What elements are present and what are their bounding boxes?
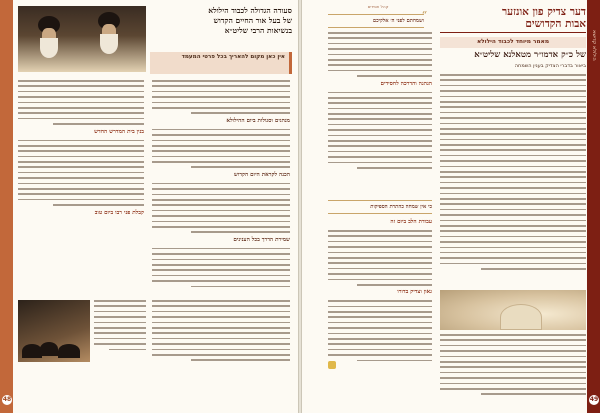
text-line-placeholder [328, 235, 432, 237]
photo-figure-beard [100, 34, 118, 54]
text-line-placeholder [440, 263, 586, 265]
text-line-placeholder [152, 150, 290, 152]
text-line-placeholder [94, 305, 146, 307]
text-line-placeholder [328, 300, 432, 302]
text-line-placeholder [152, 215, 290, 217]
text-line-placeholder [18, 140, 144, 142]
text-line-placeholder [94, 300, 146, 302]
text-line-placeholder [440, 345, 586, 347]
text-line-placeholder [18, 150, 144, 152]
text-line-placeholder [440, 241, 586, 243]
text-line-placeholder [328, 338, 432, 340]
left-page-column-left [18, 80, 144, 221]
text-line-placeholder [328, 311, 432, 313]
text-line-placeholder [440, 133, 586, 135]
text-line-placeholder [18, 199, 144, 201]
text-line-placeholder [18, 172, 144, 174]
section-heading: בנין בית המדרש החדש [94, 128, 144, 135]
text-line-placeholder [18, 188, 144, 190]
text-line-placeholder [152, 221, 290, 223]
photo-figure-beard [40, 38, 58, 58]
text-block [18, 80, 144, 125]
photo-crowd-figure [58, 344, 80, 358]
title-line: בנשיאות הרבי שליט״א [224, 26, 292, 35]
text-line-placeholder [18, 96, 144, 98]
text-line-placeholder [18, 161, 144, 163]
photo-crowd-figure [22, 344, 42, 358]
text-line-placeholder [152, 96, 290, 98]
text-line-placeholder [440, 106, 586, 108]
text-line-placeholder [328, 333, 432, 335]
text-line-placeholder [152, 316, 290, 318]
text-line-placeholder [18, 91, 144, 93]
text-line-placeholder [191, 166, 290, 168]
text-line-placeholder [440, 79, 586, 81]
text-line-placeholder [152, 354, 290, 356]
text-line-placeholder [328, 279, 432, 281]
text-line-placeholder [440, 372, 586, 374]
text-line-placeholder [328, 145, 432, 147]
text-block [152, 183, 290, 233]
text-line-placeholder [191, 359, 290, 361]
text-line-placeholder [18, 107, 144, 109]
text-line-placeholder [152, 275, 290, 277]
left-page-photo-caption-column [94, 300, 146, 354]
text-line-placeholder [18, 177, 144, 179]
text-line-placeholder [328, 162, 432, 164]
text-line-placeholder [18, 85, 144, 87]
text-line-placeholder [440, 230, 586, 232]
text-line-placeholder [53, 123, 144, 125]
text-line-placeholder [18, 193, 144, 195]
text-line-placeholder [328, 140, 432, 142]
text-line-placeholder [440, 383, 586, 385]
text-line-placeholder [152, 183, 290, 185]
crowd-photo [18, 300, 90, 362]
text-line-placeholder [152, 107, 290, 109]
text-line-placeholder [440, 149, 586, 151]
section-heading: מנהגים וסגולות ביום ההילולא [226, 117, 290, 124]
text-line-placeholder [328, 354, 432, 356]
text-line-placeholder [440, 339, 586, 341]
text-line-placeholder [328, 156, 432, 158]
right-page-column-inner [328, 32, 432, 172]
text-line-placeholder [152, 226, 290, 228]
left-page-edge-stripe [0, 0, 13, 413]
text-line-placeholder [440, 203, 586, 205]
title-line: סעודה הגדולה לכבוד הילולא [208, 6, 292, 15]
text-line-placeholder [152, 327, 290, 329]
side-section-label: הילולא קדישא [591, 30, 597, 61]
text-line-placeholder [328, 257, 432, 259]
text-line-placeholder [152, 269, 290, 271]
text-line-placeholder [152, 349, 290, 351]
text-line-placeholder [440, 350, 586, 352]
text-line-placeholder [328, 230, 432, 232]
text-line-placeholder [94, 311, 146, 313]
text-line-placeholder [440, 225, 586, 227]
text-line-placeholder [440, 166, 586, 168]
text-block [18, 140, 144, 206]
text-line-placeholder [440, 171, 586, 173]
text-line-placeholder [152, 248, 290, 250]
section-heading: קבלת פני רבו ביום טוב [94, 209, 144, 216]
left-page-folio: 48 [2, 396, 12, 403]
text-line-placeholder [152, 91, 290, 93]
text-line-placeholder [53, 204, 144, 206]
text-line-placeholder [328, 273, 432, 275]
text-line-placeholder [357, 75, 432, 77]
section-heading: עבודת הלב ביום זה [390, 219, 432, 225]
text-line-placeholder [328, 70, 432, 72]
text-line-placeholder [328, 246, 432, 248]
section-heading: גאון וצדיק בדורו [397, 289, 432, 296]
text-line-placeholder [152, 156, 290, 158]
text-line-placeholder [440, 96, 586, 98]
text-line-placeholder [440, 187, 586, 189]
right-page-column-inner-lower [328, 216, 432, 365]
text-line-placeholder [328, 241, 432, 243]
left-page-bottom-text [152, 300, 290, 365]
text-line-placeholder [440, 257, 586, 259]
text-line-placeholder [328, 306, 432, 308]
text-line-placeholder [440, 220, 586, 222]
text-line-placeholder [328, 349, 432, 351]
text-line-placeholder [440, 198, 586, 200]
text-line-placeholder [440, 123, 586, 125]
text-line-placeholder [328, 327, 432, 329]
text-line-placeholder [440, 101, 586, 103]
right-page-column-outer [440, 74, 586, 273]
text-line-placeholder [328, 268, 432, 270]
text-line-placeholder [440, 377, 586, 379]
text-line-placeholder [152, 102, 290, 104]
text-line-placeholder [152, 129, 290, 131]
text-line-placeholder [328, 316, 432, 318]
article-headline: של כ״ק אדמו״ר מטאלנא שליט״א [474, 50, 586, 60]
photo-crowd-figure [40, 342, 58, 356]
text-line-placeholder [440, 388, 586, 390]
text-line-placeholder [440, 144, 586, 146]
text-line-placeholder [18, 112, 144, 114]
text-line-placeholder [440, 236, 586, 238]
text-line-placeholder [94, 322, 146, 324]
text-line-placeholder [440, 128, 586, 130]
section-heading: הנהגה והדרכה לחסידים [380, 80, 432, 87]
text-line-placeholder [481, 268, 586, 270]
text-line-placeholder [152, 80, 290, 82]
section-heading: הכנה לקראת היום הקדוש [233, 171, 290, 178]
text-line-placeholder [18, 166, 144, 168]
text-line-placeholder [357, 360, 432, 362]
text-line-placeholder [152, 145, 290, 147]
text-line-placeholder [152, 305, 290, 307]
title-rule [440, 32, 586, 33]
text-line-placeholder [328, 262, 432, 264]
title-line: אבות הקדושים [525, 18, 586, 30]
text-line-placeholder [94, 343, 146, 345]
text-line-placeholder [94, 316, 146, 318]
article-kicker-band: מאמר מיוחד לכבוד הילולא [440, 37, 586, 48]
text-line-placeholder [328, 64, 432, 66]
rebbe-portrait-photo [440, 290, 586, 330]
text-line-placeholder [152, 188, 290, 190]
text-line-placeholder [152, 264, 290, 266]
text-line-placeholder [152, 253, 290, 255]
text-line-placeholder [18, 102, 144, 104]
text-line-placeholder [328, 135, 432, 137]
text-line-placeholder [328, 108, 432, 110]
text-line-placeholder [152, 199, 290, 201]
text-line-placeholder [328, 343, 432, 345]
text-line-placeholder [440, 85, 586, 87]
text-line-placeholder [18, 80, 144, 82]
text-line-placeholder [152, 140, 290, 142]
text-line-placeholder [328, 113, 432, 115]
text-line-placeholder [328, 252, 432, 254]
left-page-title [152, 6, 292, 86]
title-line: של בעל אור החיים הקדוש [213, 16, 292, 25]
running-head: קהל חסידים [367, 4, 389, 9]
text-line-placeholder [357, 284, 432, 286]
text-line-placeholder [357, 167, 432, 169]
right-page-title [440, 6, 586, 30]
text-line-placeholder [152, 161, 290, 163]
text-line-placeholder [191, 112, 290, 114]
text-line-placeholder [191, 286, 290, 288]
text-line-placeholder [440, 160, 586, 162]
text-line-placeholder [440, 252, 586, 254]
text-line-placeholder [440, 193, 586, 195]
text-line-placeholder [152, 311, 290, 313]
text-block [152, 80, 290, 114]
text-block [152, 248, 290, 287]
text-line-placeholder [152, 343, 290, 345]
left-page-subtitle: אין כאן מקום להאריך בכל פרטי המעמד [150, 52, 292, 74]
text-line-placeholder [440, 176, 586, 178]
text-line-placeholder [152, 332, 290, 334]
right-page-edge-stripe [587, 0, 600, 413]
rabbis-photo [18, 6, 146, 72]
text-line-placeholder [152, 338, 290, 340]
text-line-placeholder [440, 356, 586, 358]
text-line-placeholder [18, 118, 144, 120]
pull-quote-top: ושמחתם לפני ה׳ אלקיכם [328, 14, 424, 28]
text-line-placeholder [328, 32, 432, 34]
text-line-placeholder [440, 334, 586, 336]
article-deck: ביאור בדברי הצדיק בענין השמחה [514, 63, 586, 69]
text-line-placeholder [94, 332, 146, 334]
pull-quote-middle: כי אין שמחה כהתרת הספיקות [328, 200, 432, 214]
text-line-placeholder [152, 194, 290, 196]
text-line-placeholder [328, 322, 432, 324]
text-line-placeholder [481, 393, 586, 395]
text-line-placeholder [440, 247, 586, 249]
text-block [152, 129, 290, 168]
right-page-column-outer-bottom [440, 334, 586, 399]
text-line-placeholder [440, 117, 586, 119]
text-line-placeholder [328, 129, 432, 131]
text-line-placeholder [440, 112, 586, 114]
text-line-placeholder [18, 183, 144, 185]
text-line-placeholder [328, 43, 432, 45]
quote-mark-icon: “ [422, 11, 428, 21]
text-line-placeholder [328, 118, 432, 120]
text-line-placeholder [94, 338, 146, 340]
text-line-placeholder [328, 92, 432, 94]
text-line-placeholder [152, 259, 290, 261]
text-line-placeholder [440, 361, 586, 363]
section-heading: שמירת הדרך בכל הענינים [233, 236, 290, 243]
text-line-placeholder [191, 231, 290, 233]
text-line-placeholder [109, 349, 146, 351]
left-page-column-right [152, 80, 290, 291]
text-line-placeholder [152, 280, 290, 282]
text-line-placeholder [328, 97, 432, 99]
text-line-placeholder [440, 90, 586, 92]
text-line-placeholder [440, 214, 586, 216]
right-page-folio: 49 [589, 396, 599, 403]
text-line-placeholder [440, 182, 586, 184]
text-line-placeholder [18, 156, 144, 158]
text-line-placeholder [18, 145, 144, 147]
text-line-placeholder [328, 54, 432, 56]
text-line-placeholder [328, 124, 432, 126]
text-line-placeholder [328, 102, 432, 104]
text-line-placeholder [94, 327, 146, 329]
photo-dome [500, 304, 542, 330]
text-line-placeholder [440, 366, 586, 368]
text-line-placeholder [328, 151, 432, 153]
text-line-placeholder [152, 85, 290, 87]
text-line-placeholder [328, 37, 432, 39]
text-line-placeholder [152, 300, 290, 302]
text-line-placeholder [328, 59, 432, 61]
text-line-placeholder [440, 139, 586, 141]
end-of-article-mark [328, 361, 336, 369]
text-line-placeholder [152, 204, 290, 206]
text-line-placeholder [440, 74, 586, 76]
title-line: דער צדיק פון אונזער [502, 6, 586, 18]
left-page [0, 0, 298, 413]
text-line-placeholder [152, 134, 290, 136]
text-line-placeholder [152, 322, 290, 324]
text-line-placeholder [328, 48, 432, 50]
text-line-placeholder [440, 155, 586, 157]
text-line-placeholder [152, 210, 290, 212]
text-line-placeholder [440, 209, 586, 211]
